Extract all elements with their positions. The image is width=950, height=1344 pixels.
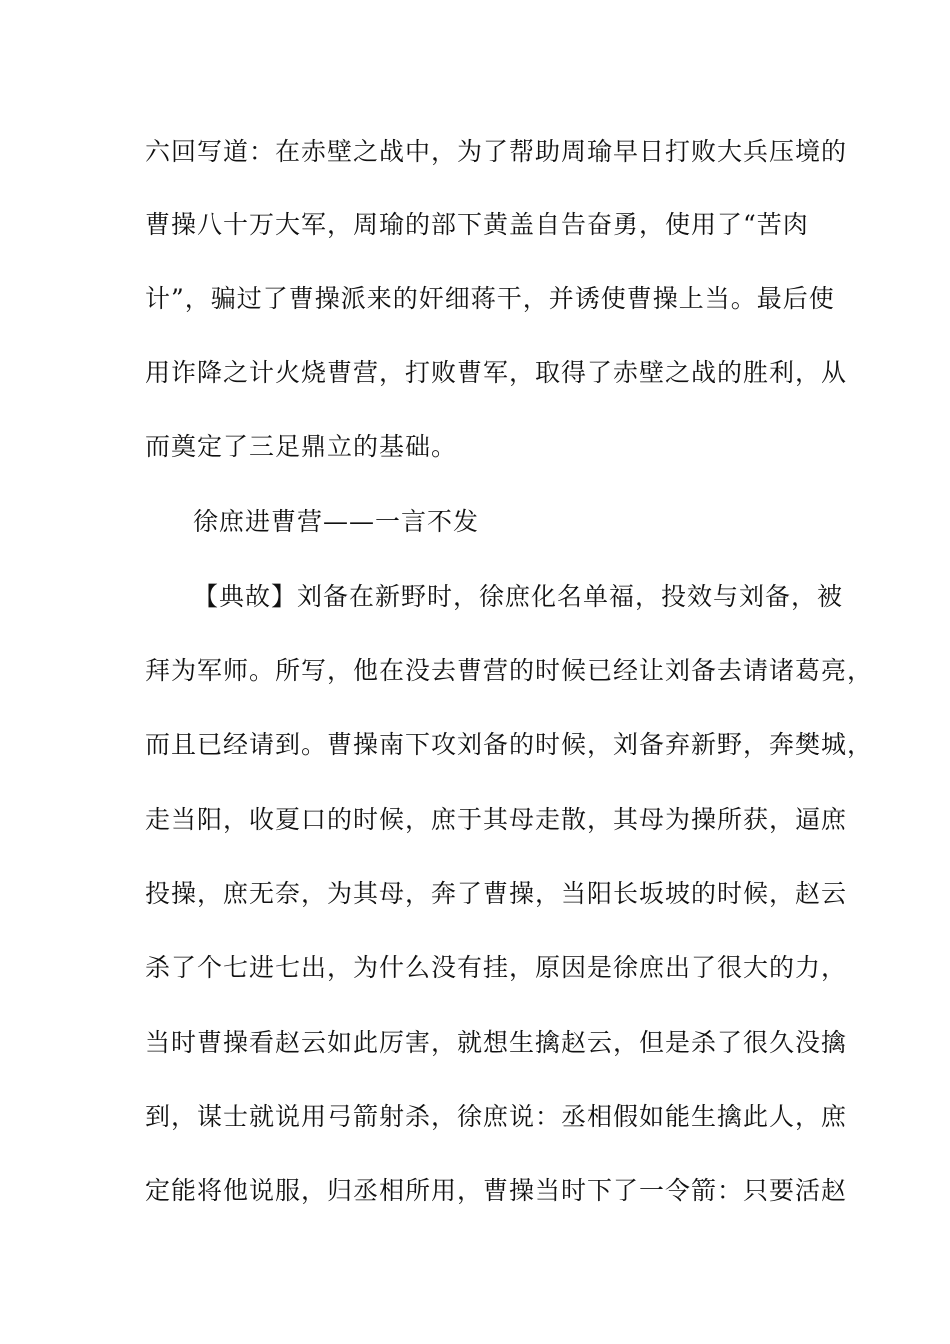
- text-line-2: 曹操八十万大军，周瑜的部下黄盖自告奋勇，使用了“苦肉: [145, 210, 809, 239]
- text-line-13: 当时曹操看赵云如此厉害，就想生擒赵云，但是杀了很久没擒: [145, 1028, 848, 1057]
- text-line-5: 而奠定了三足鼎立的基础。: [145, 432, 458, 461]
- text-line-4: 用诈降之计火烧曹营，打败曹军，取得了赤壁之战的胜利，从: [145, 358, 848, 387]
- text-line-10: 走当阳，收夏口的时候，庶于其母走散，其母为操所获，逼庶: [145, 805, 848, 834]
- text-line-15: 定能将他说服，归丞相所用，曹操当时下了一令箭：只要活赵: [145, 1176, 848, 1205]
- text-line-1: 六回写道：在赤壁之战中，为了帮助周瑜早日打败大兵压境的: [145, 137, 848, 166]
- text-line-8: 拜为军师。所写，他在没去曹营的时候已经让刘备去请诸葛亮，: [145, 656, 874, 685]
- text-line-14: 到，谋士就说用弓箭射杀，徐庶说：丞相假如能生擒此人，庶: [145, 1102, 848, 1131]
- text-line-12: 杀了个七进七出，为什么没有挂，原因是徐庶出了很大的力，: [145, 953, 848, 982]
- text-line-11: 投操，庶无奈，为其母，奔了曹操，当阳长坂坡的时候，赵云: [145, 879, 848, 908]
- text-line-9: 而且已经请到。曹操南下攻刘备的时候，刘备弃新野，奔樊城，: [145, 730, 874, 759]
- text-line-3: 计”，骗过了曹操派来的奸细蒋干，并诱使曹操上当。最后使: [145, 284, 835, 313]
- text-line-7: 【典故】刘备在新野时，徐庶化名单福，投效与刘备，被: [193, 582, 844, 611]
- section-heading: 徐庶进曹营——一言不发: [193, 507, 480, 536]
